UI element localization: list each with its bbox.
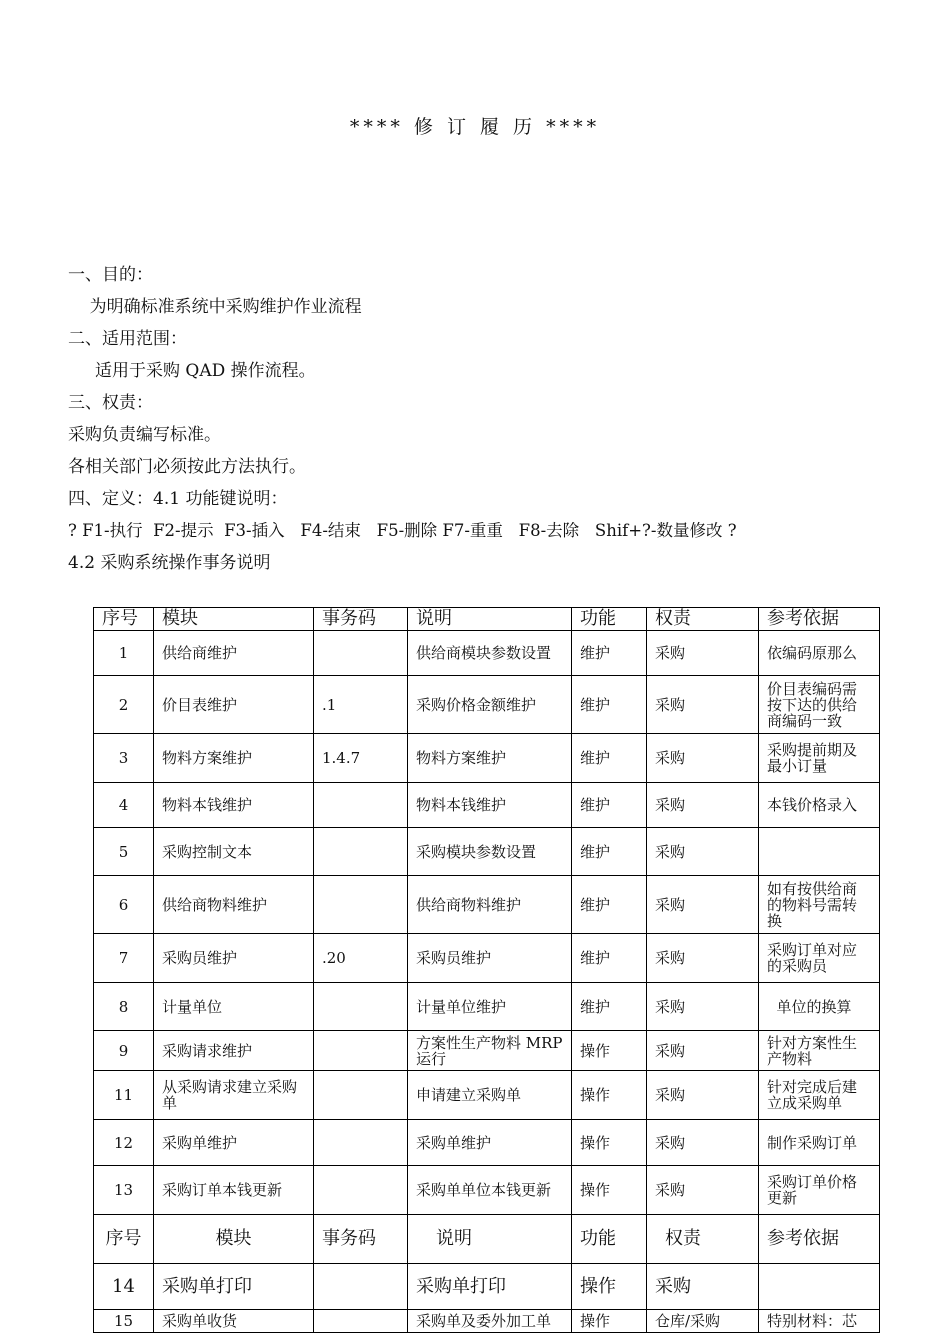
table-cell: 4 — [94, 783, 154, 828]
table-cell: 计量单位 — [154, 983, 314, 1031]
table-cell: 本钱价格录入 — [759, 783, 880, 828]
table-cell: 12 — [94, 1120, 154, 1166]
table-row — [94, 1120, 880, 1166]
table-cell: 单位的换算 — [759, 983, 880, 1031]
table-cell — [314, 983, 408, 1031]
column-header: 参考依据 — [759, 608, 880, 631]
table-cell: 维护 — [572, 983, 647, 1031]
table-row — [94, 876, 880, 934]
table-cell: 物料方案维护 — [154, 734, 314, 783]
table-cell: 供给商维护 — [154, 631, 314, 676]
table-cell: 采购 — [647, 828, 759, 876]
table-cell: 采购员维护 — [408, 934, 572, 983]
table-header-row — [94, 608, 880, 631]
purpose-text: 为明确标准系统中采购维护作业流程 — [68, 297, 362, 317]
table-cell — [314, 783, 408, 828]
table-cell: 采购订单本钱更新 — [154, 1166, 314, 1215]
table-row — [94, 676, 880, 734]
table-cell: 采购单打印 — [154, 1264, 314, 1310]
table-cell: 采购单及委外加工单 — [408, 1310, 572, 1333]
table-cell: 申请建立采购单 — [408, 1071, 572, 1120]
table-cell: 采购员维护 — [154, 934, 314, 983]
table-row — [94, 1264, 880, 1310]
table-cell: 采购 — [647, 1071, 759, 1120]
table-cell: 维护 — [572, 876, 647, 934]
table-cell: 采购单收货 — [154, 1310, 314, 1333]
table-cell: 采购单单位本钱更新 — [408, 1166, 572, 1215]
column-header: 模块 — [154, 1215, 314, 1264]
table-cell: 采购 — [647, 876, 759, 934]
table-cell: 2 — [94, 676, 154, 734]
table-cell: 计量单位维护 — [408, 983, 572, 1031]
table-cell — [759, 1264, 880, 1310]
table-cell: 采购 — [647, 734, 759, 783]
table-cell: 操作 — [572, 1310, 647, 1333]
table-cell: 从采购请求建立采购单 — [154, 1071, 314, 1120]
table-cell: 供给商物料维护 — [408, 876, 572, 934]
responsibility-text-1: 采购负责编写标准。 — [68, 425, 221, 445]
table-cell: 7 — [94, 934, 154, 983]
table-cell: 针对完成后建立成采购单 — [759, 1071, 880, 1120]
table-cell: 采购 — [647, 934, 759, 983]
table-cell: 物料本钱维护 — [408, 783, 572, 828]
table-cell: .1 — [314, 676, 408, 734]
table-cell: 采购控制文本 — [154, 828, 314, 876]
table-cell: 5 — [94, 828, 154, 876]
table-row — [94, 1310, 880, 1333]
table-cell: 1.4.7 — [314, 734, 408, 783]
table-cell: 采购 — [647, 1166, 759, 1215]
table-cell: 操作 — [572, 1031, 647, 1071]
table-cell: 维护 — [572, 734, 647, 783]
table-cell — [314, 828, 408, 876]
table-cell: 14 — [94, 1264, 154, 1310]
column-header: 序号 — [94, 608, 154, 631]
column-header: 功能 — [572, 608, 647, 631]
table-cell: 3 — [94, 734, 154, 783]
table-row — [94, 1031, 880, 1071]
table-cell: 6 — [94, 876, 154, 934]
table-cell: 采购 — [647, 983, 759, 1031]
table-cell: 制作采购订单 — [759, 1120, 880, 1166]
table-row — [94, 1166, 880, 1215]
table-cell: 维护 — [572, 828, 647, 876]
table-cell: 维护 — [572, 783, 647, 828]
table-header-row-repeat — [94, 1215, 880, 1264]
column-header: 说明 — [408, 608, 572, 631]
table-cell: 采购 — [647, 1264, 759, 1310]
table-cell — [314, 1120, 408, 1166]
table-row — [94, 983, 880, 1031]
column-header: 功能 — [572, 1215, 647, 1264]
table-cell: 采购 — [647, 1031, 759, 1071]
table-cell: 物料方案维护 — [408, 734, 572, 783]
table-cell — [314, 631, 408, 676]
table-cell: 价目表编码需按下达的供给商编码一致 — [759, 676, 880, 734]
table-row — [94, 631, 880, 676]
table-cell: 15 — [94, 1310, 154, 1333]
column-header: 序号 — [94, 1215, 154, 1264]
column-header: 模块 — [154, 608, 314, 631]
table-cell: 9 — [94, 1031, 154, 1071]
column-header: 事务码 — [314, 1215, 408, 1264]
column-header: 事务码 — [314, 608, 408, 631]
table-cell: 方案性生产物料 MRP 运行 — [408, 1031, 572, 1071]
table-cell: 供给商模块参数设置 — [408, 631, 572, 676]
table-cell: 13 — [94, 1166, 154, 1215]
table-cell — [314, 876, 408, 934]
table-cell: .20 — [314, 934, 408, 983]
table-cell: 维护 — [572, 934, 647, 983]
column-header: 参考依据 — [759, 1215, 880, 1264]
table-cell: 采购 — [647, 783, 759, 828]
table-cell: 特别材料：芯 — [759, 1310, 880, 1333]
scope-text: 适用于采购 QAD 操作流程。 — [68, 361, 316, 381]
table-cell: 操作 — [572, 1120, 647, 1166]
table-row — [94, 828, 880, 876]
table-cell: 维护 — [572, 676, 647, 734]
table-cell — [314, 1166, 408, 1215]
section-definition-heading: 四、定义：4.1 功能键说明： — [68, 489, 288, 509]
procurement-transactions-table — [93, 607, 880, 1333]
table-cell: 8 — [94, 983, 154, 1031]
function-keys-text: ? F1-执行 F2-提示 F3-插入 F4-结束 F5-删除 F7-重重 F8-去除 Shif+?-数量修改 ? — [68, 521, 737, 540]
table-cell: 采购订单价格更新 — [759, 1166, 880, 1215]
table-row — [94, 783, 880, 828]
table-cell: 如有按供给商的物料号需转换 — [759, 876, 880, 934]
table-cell: 供给商物料维护 — [154, 876, 314, 934]
column-header: 说明 — [408, 1215, 572, 1264]
table-cell: 采购单维护 — [154, 1120, 314, 1166]
table-cell: 采购提前期及最小订量 — [759, 734, 880, 783]
table-cell: 采购单打印 — [408, 1264, 572, 1310]
table-cell: 采购 — [647, 1120, 759, 1166]
table-cell: 采购订单对应的采购员 — [759, 934, 880, 983]
table-cell: 价目表维护 — [154, 676, 314, 734]
table-cell — [314, 1264, 408, 1310]
table-cell: 采购单维护 — [408, 1120, 572, 1166]
table-cell: 采购模块参数设置 — [408, 828, 572, 876]
column-header: 权责 — [647, 1215, 759, 1264]
table-cell: 1 — [94, 631, 154, 676]
table-cell — [314, 1031, 408, 1071]
table-cell — [314, 1310, 408, 1333]
page-title: **** 修 订 履 历 **** — [349, 116, 601, 138]
table-cell: 11 — [94, 1071, 154, 1120]
section-purpose-heading: 一、目的： — [68, 265, 153, 285]
table-cell: 采购 — [647, 676, 759, 734]
table-cell: 维护 — [572, 631, 647, 676]
column-header: 权责 — [647, 608, 759, 631]
section-scope-heading: 二、适用范围： — [68, 329, 187, 349]
transactions-heading: 4.2 采购系统操作事务说明 — [68, 553, 271, 573]
table-row — [94, 734, 880, 783]
table-cell: 依编码原那么 — [759, 631, 880, 676]
table-cell: 操作 — [572, 1166, 647, 1215]
table-cell: 针对方案性生产物料 — [759, 1031, 880, 1071]
table-cell: 仓库/采购 — [647, 1310, 759, 1333]
table-cell: 采购 — [647, 631, 759, 676]
table-cell — [759, 828, 880, 876]
table-row — [94, 1071, 880, 1120]
table-cell: 操作 — [572, 1264, 647, 1310]
table-cell: 操作 — [572, 1071, 647, 1120]
responsibility-text-2: 各相关部门必须按此方法执行。 — [68, 457, 306, 477]
section-responsibility-heading: 三、权责： — [68, 393, 153, 413]
table-cell: 采购请求维护 — [154, 1031, 314, 1071]
table-cell: 物料本钱维护 — [154, 783, 314, 828]
table-row — [94, 934, 880, 983]
table-cell: 采购价格金额维护 — [408, 676, 572, 734]
table-cell — [314, 1071, 408, 1120]
